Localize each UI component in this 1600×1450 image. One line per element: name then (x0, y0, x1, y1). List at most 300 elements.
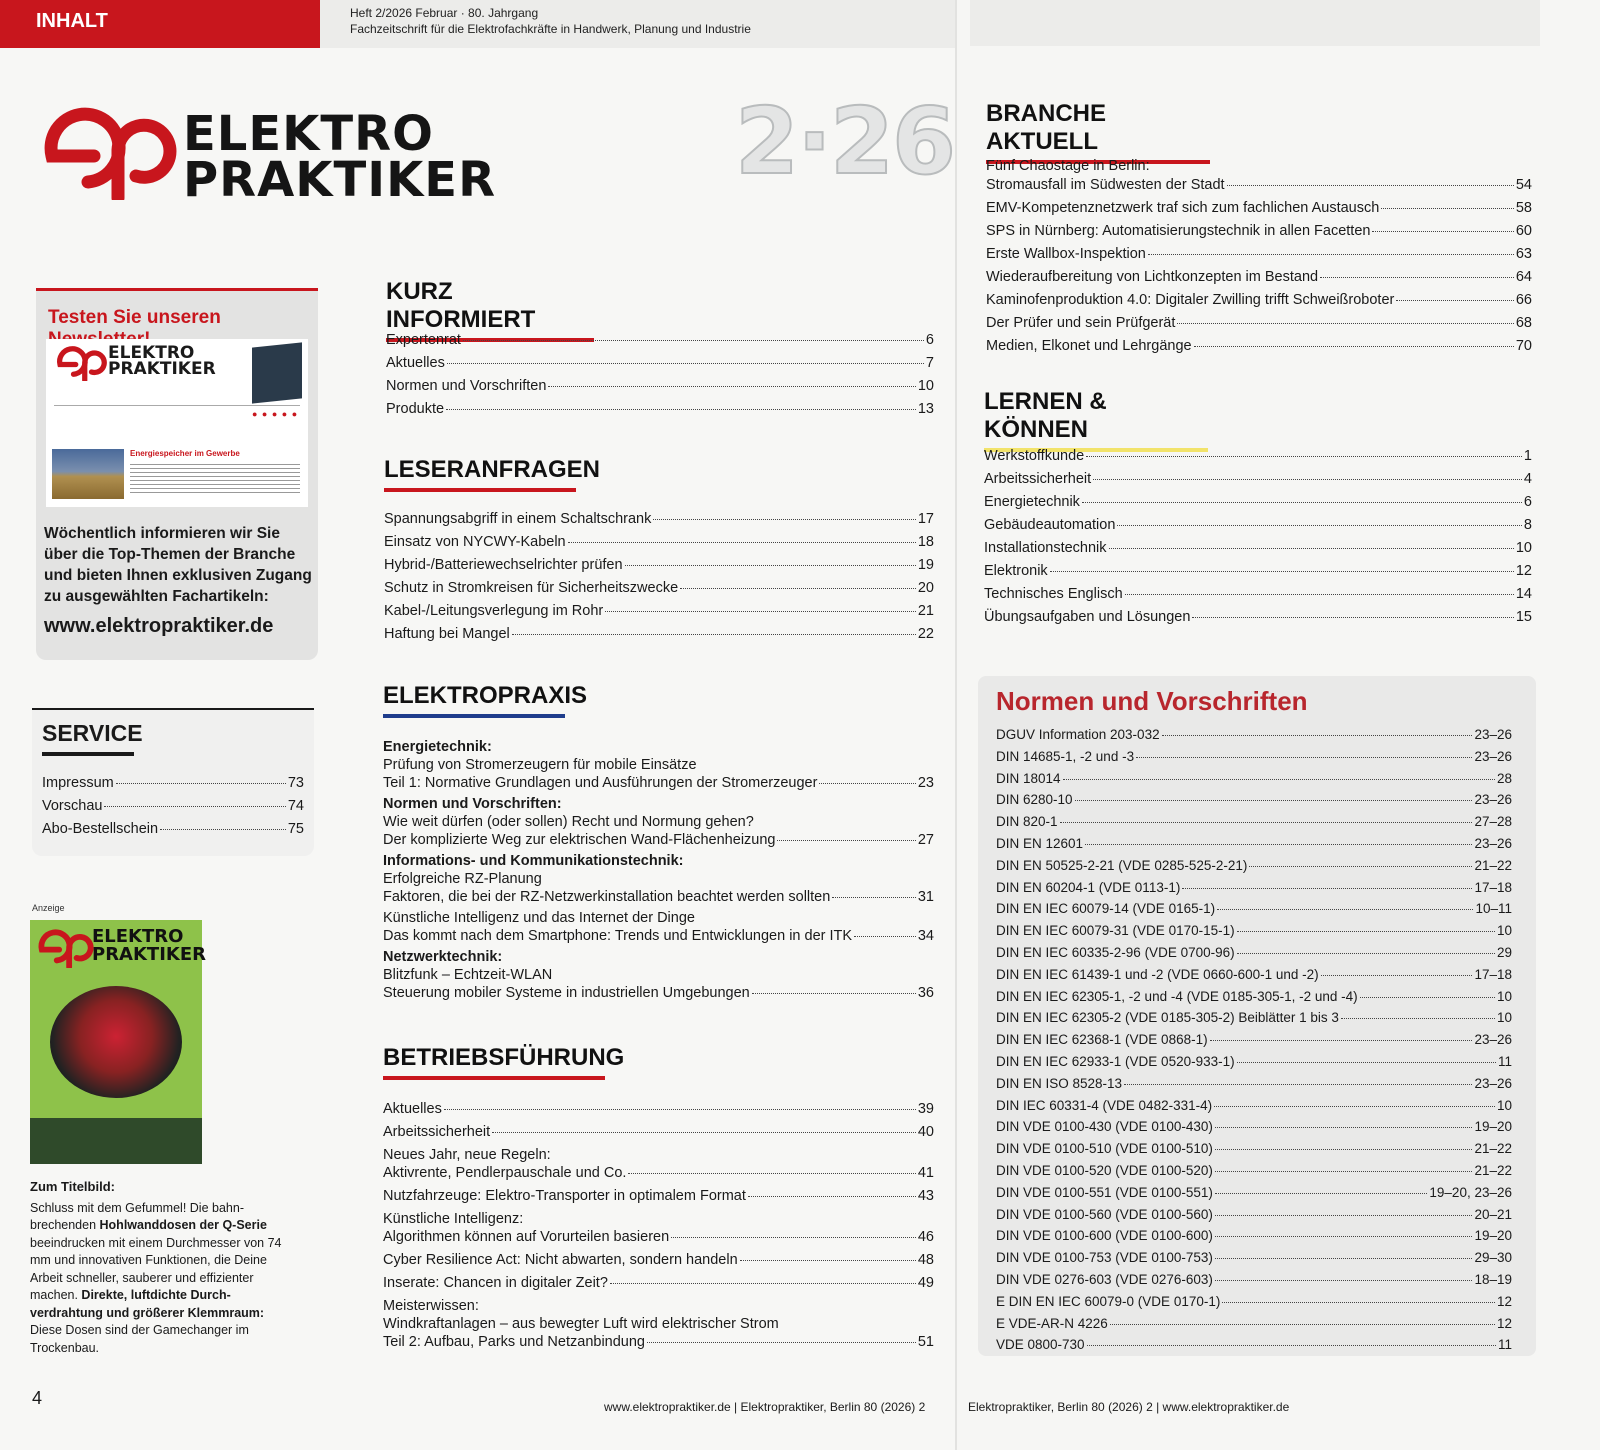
entry-page: 23–26 (1474, 727, 1512, 742)
junction-box-image (50, 986, 182, 1098)
entry-page: 6 (1523, 494, 1532, 510)
section-leseranfragen (384, 456, 601, 492)
toc-entry[interactable] (996, 986, 1512, 1008)
entry-title: VDE 0800-730 (996, 1337, 1085, 1353)
entry-page: 6 (925, 332, 934, 348)
dot-leader (1086, 456, 1522, 457)
group-line: Wie weit dürfen (oder sollen) Recht und Normung gehen? (383, 814, 754, 830)
entry-title: Haftung bei Mangel (384, 626, 510, 642)
entry-page: 10–11 (1475, 901, 1512, 917)
entry-page: 75 (287, 821, 304, 837)
entry-title: DGUV Information 203-032 (996, 727, 1160, 742)
dot-leader (1063, 779, 1495, 780)
toc-entry[interactable] (996, 1029, 1512, 1051)
entry-page: 54 (1515, 176, 1532, 193)
dot-leader (628, 1173, 915, 1174)
normen-list (996, 724, 1512, 1356)
ep-logo-icon (38, 104, 178, 200)
dot-leader (1136, 757, 1472, 758)
entry-title: DIN EN 60204-1 (VDE 0113-1) (996, 879, 1181, 895)
toc-entry[interactable] (984, 583, 1532, 606)
entry-page: 23–26 (1474, 1032, 1512, 1048)
entry-title: Spannungsabgriff in einem Schaltschrank (384, 511, 652, 527)
ep-logo-icon (54, 345, 108, 381)
group-line: Fünf Chaostage in Berlin: (986, 158, 1150, 174)
dot-leader (1110, 1324, 1495, 1325)
entry-title: DIN EN IEC 62933-1 (VDE 0520-933-1) (996, 1053, 1235, 1069)
entry-title: Aktivrente, Pendlerpauschale und Co. (383, 1165, 627, 1181)
entry-title: DIN VDE 0276-603 (VDE 0276-603) (996, 1271, 1213, 1287)
entry-page: 23–26 (1474, 1075, 1512, 1091)
section-lernen-koennen (984, 388, 1208, 452)
dot-leader (832, 897, 916, 898)
toc-entry[interactable] (383, 1228, 934, 1246)
toc-entry[interactable] (986, 222, 1532, 241)
caption-title: Zum Titelbild: (30, 1179, 115, 1194)
toc-entry[interactable] (996, 811, 1512, 833)
toc-entry[interactable] (996, 1116, 1512, 1138)
section-title: BRANCHE AKTUELL (986, 100, 1106, 155)
entry-title: Schutz in Stromkreisen für Sicherheitszwecke (384, 580, 679, 596)
dot-leader (1320, 277, 1514, 278)
toc-entry[interactable] (984, 514, 1532, 537)
branche-list (986, 157, 1532, 360)
entry-page: 49 (917, 1275, 934, 1291)
betriebsfuehrung-list (383, 1100, 934, 1356)
entry-page: 29–30 (1474, 1250, 1512, 1266)
entry-title: Werkstoffkunde (984, 448, 1085, 464)
toc-group (383, 1123, 934, 1141)
toc-entry[interactable] (383, 1187, 934, 1205)
entry-title: Aktuelles (386, 355, 445, 371)
entry-title: Energietechnik (984, 494, 1080, 510)
dot-leader (1215, 1149, 1473, 1150)
footer-right: Elektropraktiker, Berlin 80 (2026) 2 | www.elektropraktiker.de (968, 1400, 1290, 1414)
toc-group (383, 738, 934, 792)
entry-title: Übungsaufgaben und Lösungen (984, 609, 1191, 625)
toc-entry[interactable] (383, 1333, 934, 1351)
group-line: Erfolgreiche RZ-Planung (383, 871, 542, 887)
entry-page: 60 (1515, 222, 1532, 239)
toc-entry[interactable] (986, 291, 1532, 310)
toc-entry[interactable] (384, 600, 934, 623)
entry-title: DIN VDE 0100-510 (VDE 0100-510) (996, 1141, 1213, 1157)
entry-title: Inserate: Chancen in digitaler Zeit? (383, 1275, 608, 1291)
entry-page: 15 (1515, 609, 1532, 625)
toc-entry[interactable] (383, 1123, 934, 1141)
toc-entry[interactable] (986, 199, 1532, 218)
toc-entry[interactable] (984, 445, 1532, 468)
title-underline (383, 714, 565, 718)
group-line: Prüfung von Stromerzeugern für mobile Einsätze (383, 757, 697, 773)
group-line: Künstliche Intelligenz und das Internet der Dinge (383, 910, 695, 926)
dot-leader (1249, 866, 1472, 867)
entry-page: 20–21 (1474, 1206, 1512, 1222)
dot-leader (1214, 1106, 1495, 1107)
toc-entry[interactable] (996, 1204, 1512, 1226)
dot-leader (752, 993, 916, 994)
logo-line-2: PRAKTIKER (183, 152, 497, 208)
toc-entry[interactable] (984, 468, 1532, 491)
toc-entry[interactable] (996, 1247, 1512, 1269)
toc-entry[interactable] (383, 774, 934, 792)
toc-entry[interactable] (386, 329, 934, 352)
toc-group (383, 1187, 934, 1205)
entry-page: 18–19 (1474, 1271, 1512, 1287)
toc-entry[interactable] (996, 877, 1512, 899)
entry-page: 21–22 (1474, 1141, 1512, 1157)
toc-entry[interactable] (996, 789, 1512, 811)
entry-title: EMV-Kompetenznetzwerk traf sich zum fachlichen Austausch (986, 199, 1380, 216)
entry-page: 23–26 (1474, 792, 1512, 808)
toc-entry[interactable] (383, 927, 934, 945)
toc-entry[interactable] (996, 746, 1512, 768)
footer-left: www.elektropraktiker.de | Elektropraktiker, Berlin 80 (2026) 2 (604, 1400, 926, 1414)
dot-leader (104, 806, 285, 807)
entry-title: Produkte (386, 401, 445, 417)
entry-page: 10 (1496, 1010, 1512, 1026)
entry-page: 27–28 (1474, 814, 1512, 830)
entry-page: 19–20 (1474, 1228, 1512, 1244)
group-line: Neues Jahr, neue Regeln: (383, 1147, 551, 1163)
page-number: 4 (32, 1388, 43, 1408)
entry-page: 10 (1496, 988, 1512, 1004)
entry-title: DIN EN IEC 62368-1 (VDE 0868-1) (996, 1032, 1208, 1048)
toc-entry[interactable] (996, 1313, 1512, 1335)
dot-leader (819, 783, 915, 784)
dot-leader (1237, 953, 1495, 954)
entry-title: DIN EN IEC 60335-2-96 (VDE 0700-96) (996, 944, 1235, 960)
dot-leader (1060, 822, 1473, 823)
entry-title: Installationstechnik (984, 540, 1107, 556)
dot-leader (653, 519, 916, 520)
toc-entry[interactable] (383, 1164, 934, 1182)
entry-page: 17 (917, 511, 934, 527)
entry-page: 34 (917, 928, 934, 944)
toc-entry[interactable] (984, 491, 1532, 514)
cover-bottom-band (30, 1118, 202, 1164)
dot-leader (1237, 1062, 1496, 1063)
entry-title: Impressum (42, 775, 114, 791)
toc-entry[interactable] (996, 1334, 1512, 1356)
toc-entry[interactable] (996, 1269, 1512, 1291)
toc-entry[interactable] (383, 984, 934, 1002)
section-branche-aktuell (986, 100, 1210, 164)
toc-entry[interactable] (386, 375, 934, 398)
dot-leader (1215, 1193, 1428, 1194)
divider (54, 405, 300, 406)
toc-entry[interactable] (996, 1225, 1512, 1247)
entry-title: Vorschau (42, 798, 103, 814)
toc-entry[interactable] (986, 245, 1532, 264)
header-strip-right (970, 0, 1540, 46)
entry-page: 20 (917, 580, 934, 596)
section-title: ELEKTROPRAXIS (383, 682, 588, 709)
entry-page: 17–18 (1474, 966, 1512, 982)
toc-entry[interactable] (384, 577, 934, 600)
entry-page: 13 (917, 401, 934, 417)
spine-divider (955, 0, 957, 1450)
toc-entry[interactable] (996, 1182, 1512, 1204)
service-title: SERVICE (42, 720, 143, 746)
group-category: Informations- und Kommunikationstechnik: (383, 853, 684, 869)
entry-page: 12 (1496, 1293, 1512, 1309)
newsletter-box[interactable] (36, 288, 318, 660)
entry-title: Hybrid-/Batteriewechselrichter prüfen (384, 557, 623, 573)
entry-page: 19–20, 23–26 (1429, 1184, 1512, 1200)
entry-title: DIN VDE 0100-430 (VDE 0100-430) (996, 1119, 1213, 1135)
entry-page: 7 (925, 355, 934, 371)
social-icons: ● ● ● ● ● (252, 409, 299, 419)
article-thumbnail (52, 449, 124, 499)
title-underline (383, 1076, 605, 1080)
entry-page: 51 (917, 1334, 934, 1350)
entry-page: 10 (917, 378, 934, 394)
dot-leader (647, 1342, 916, 1343)
dot-leader (1372, 231, 1513, 232)
title-underline (42, 752, 134, 756)
toc-entry[interactable] (996, 898, 1512, 920)
entry-title: DIN EN IEC 60079-31 (VDE 0170-15-1) (996, 923, 1235, 939)
dot-leader (854, 936, 916, 937)
entry-page: 8 (1523, 517, 1532, 533)
entry-title: Cyber Resilience Act: Nicht abwarten, sondern handeln (383, 1252, 738, 1268)
toc-entry[interactable] (996, 1160, 1512, 1182)
entry-title: DIN 18014 (996, 770, 1061, 786)
toc-entry[interactable] (383, 831, 934, 849)
toc-entry[interactable] (383, 888, 934, 906)
dot-leader (1192, 617, 1513, 618)
entry-title: Arbeitssicherheit (383, 1124, 491, 1140)
toc-group (986, 157, 1532, 194)
toc-entry[interactable] (386, 352, 934, 375)
dot-leader (610, 1283, 916, 1284)
dot-leader (1396, 300, 1514, 301)
toc-entry[interactable] (996, 964, 1512, 986)
entry-title: Arbeitssicherheit (984, 471, 1092, 487)
toc-entry[interactable] (986, 268, 1532, 287)
entry-title: Wiederaufbereitung von Lichtkonzepten im Bestand (986, 268, 1319, 285)
dot-leader (1227, 185, 1514, 186)
toc-entry[interactable] (384, 531, 934, 554)
dot-leader (447, 363, 924, 364)
section-title: LESERANFRAGEN (384, 456, 601, 483)
dot-leader (1085, 844, 1472, 845)
entry-page: 46 (917, 1229, 934, 1245)
toc-entry[interactable] (996, 833, 1512, 855)
entry-title: Elektronik (984, 563, 1048, 579)
entry-title: Aktuelles (383, 1101, 442, 1117)
toc-group (986, 291, 1532, 310)
group-category: Normen und Vorschriften: (383, 796, 562, 812)
toc-entry[interactable] (996, 1073, 1512, 1095)
entry-title: DIN EN IEC 61439-1 und -2 (VDE 0660-600-1 und -2) (996, 966, 1319, 982)
toc-entry[interactable] (986, 176, 1532, 195)
toc-entry[interactable] (996, 1051, 1512, 1073)
dot-leader (1215, 1258, 1473, 1259)
toc-entry[interactable] (996, 1138, 1512, 1160)
magazine-thumbnail (252, 342, 302, 403)
entry-title: SPS in Nürnberg: Automatisierungstechnik in allen Facetten (986, 222, 1371, 239)
dot-leader (492, 1132, 916, 1133)
toc-entry[interactable] (42, 795, 304, 818)
group-line: Künstliche Intelligenz: (383, 1211, 524, 1227)
entry-title: DIN EN IEC 62305-2 (VDE 0185-305-2) Beiblätter 1 bis 3 (996, 1010, 1339, 1026)
dot-leader (1082, 502, 1522, 503)
issue-info: Heft 2/2026 Februar · 80. Jahrgang (350, 6, 539, 20)
toc-entry[interactable] (384, 508, 934, 531)
entry-page: 70 (1515, 337, 1532, 354)
toc-entry[interactable] (996, 1095, 1512, 1117)
toc-entry[interactable] (383, 1100, 934, 1118)
entry-title: Der Prüfer und sein Prüfgerät (986, 314, 1176, 331)
entry-page: 39 (917, 1101, 934, 1117)
toc-entry[interactable] (986, 314, 1532, 333)
entry-title: Abo-Bestellschein (42, 821, 159, 837)
dot-leader (1093, 479, 1522, 480)
toc-entry[interactable] (984, 606, 1532, 629)
dot-leader (740, 1260, 916, 1261)
dot-leader (748, 1196, 916, 1197)
entry-title: Algorithmen können auf Vorurteilen basieren (383, 1229, 670, 1245)
entry-title: Nutzfahrzeuge: Elektro-Transporter in optimalem Format (383, 1188, 746, 1204)
toc-group (986, 245, 1532, 264)
entry-title: DIN VDE 0100-560 (VDE 0100-560) (996, 1206, 1213, 1222)
dot-leader (1381, 208, 1514, 209)
entry-page: 36 (917, 985, 934, 1001)
toc-entry[interactable] (42, 818, 304, 841)
toc-group (383, 948, 934, 1002)
entry-title: Teil 1: Normative Grundlagen und Ausführungen der Stromerzeuger (383, 775, 818, 791)
entry-page: 1 (1523, 448, 1532, 464)
group-category: Energietechnik: (383, 739, 492, 755)
dot-leader (1117, 525, 1522, 526)
entry-title: E DIN EN IEC 60079-0 (VDE 0170-1) (996, 1293, 1221, 1309)
dot-leader (1125, 594, 1514, 595)
newsletter-preview (46, 339, 308, 507)
toc-entry[interactable] (996, 1291, 1512, 1313)
logo-line-1: ELEKTRO (183, 106, 434, 162)
dot-leader (1162, 735, 1473, 736)
entry-page: 21–22 (1474, 1162, 1512, 1178)
entry-page: 21–22 (1474, 857, 1512, 873)
toc-entry[interactable] (384, 623, 934, 646)
dot-leader (548, 386, 915, 387)
elektropraxis-list (383, 738, 934, 1005)
ad-label: Anzeige (32, 903, 65, 913)
toc-group (383, 1251, 934, 1269)
toc-entry[interactable] (996, 1007, 1512, 1029)
section-betriebsfuehrung (383, 1044, 625, 1080)
entry-page: 64 (1515, 268, 1532, 285)
entry-page: 73 (287, 775, 304, 791)
entry-title: Der komplizierte Weg zur elektrischen Wand-Flächenheizung (383, 832, 776, 848)
entry-page: 41 (917, 1165, 934, 1181)
toc-entry[interactable] (984, 537, 1532, 560)
toc-group (986, 314, 1532, 333)
toc-entry[interactable] (996, 942, 1512, 964)
dot-leader (1215, 1127, 1473, 1128)
dot-leader (1075, 800, 1473, 801)
dot-leader (1321, 975, 1473, 976)
issue-number: 2·26 (735, 88, 954, 195)
entry-title: DIN EN 12601 (996, 835, 1084, 851)
toc-entry[interactable] (383, 1274, 934, 1292)
dot-leader (446, 409, 916, 410)
entry-title: DIN 6280-10 (996, 792, 1073, 808)
toc-entry[interactable] (996, 855, 1512, 877)
group-line: Windkraftanlagen – aus bewegter Luft wird elektrischer Strom (383, 1316, 779, 1332)
toc-entry[interactable] (984, 560, 1532, 583)
entry-title: DIN VDE 0100-520 (VDE 0100-520) (996, 1162, 1213, 1178)
normen-title: Normen und Vorschriften (996, 686, 1308, 716)
caption-text: Schluss mit dem Gefummel! Die bahnbrechenden Hohlwanddosen der Q-Serie beeindrucken mit einem Durchmesser von 74 mm und innovativen Funktionen, die Deine Arbeit schneller, sauberer und effizienter machen. Direkte, luftdichte Durchverdrahtung und größerer Klemmraum: Diese Dosen sind der Gamechanger im Trockenbau. (30, 1200, 282, 1355)
entry-page: 12 (1515, 563, 1532, 579)
newsletter-url[interactable]: www.elektropraktiker.de (44, 615, 274, 637)
section-elektropraxis (383, 682, 588, 718)
entry-title: E VDE-AR-N 4226 (996, 1315, 1108, 1331)
cover-image[interactable] (30, 920, 207, 1164)
ep-logo-icon (36, 928, 94, 968)
entry-title: Gebäudeautomation (984, 517, 1116, 533)
newsletter-title: Testen Sie unseren (48, 307, 221, 328)
dot-leader (671, 1237, 916, 1238)
entry-page: 27 (917, 832, 934, 848)
toc-group (383, 1297, 934, 1351)
dot-leader (1177, 323, 1513, 324)
entry-page: 21 (917, 603, 934, 619)
entry-page: 43 (917, 1188, 934, 1204)
entry-page: 12 (1496, 1315, 1512, 1331)
dot-leader (116, 783, 286, 784)
entry-title: DIN 14685-1, -2 und -3 (996, 748, 1135, 764)
entry-page: 63 (1515, 245, 1532, 262)
toc-entry[interactable] (996, 724, 1512, 746)
toc-entry[interactable] (986, 337, 1532, 356)
entry-page: 19 (917, 557, 934, 573)
toc-group (986, 268, 1532, 287)
toc-entry[interactable] (383, 1251, 934, 1269)
section-title: LERNEN & KÖNNEN (984, 388, 1107, 443)
newsletter-body: Wöchentlich informieren wir Sie über die Top-Themen der Branche und bieten Ihnen exklusiven Zugang zu ausgewählten Fachartikeln: (44, 525, 312, 605)
entry-page: 18 (917, 534, 934, 550)
entry-page: 14 (1515, 586, 1532, 602)
entry-title: DIN IEC 60331-4 (VDE 0482-331-4) (996, 1097, 1213, 1113)
entry-page: 58 (1515, 199, 1532, 216)
cover-caption (30, 1178, 290, 1357)
dot-leader (1194, 346, 1514, 347)
entry-title: DIN EN IEC 60079-14 (VDE 0165-1) (996, 901, 1216, 917)
entry-page: 11 (1497, 1337, 1512, 1353)
entry-page: 22 (917, 626, 934, 642)
dot-leader (1360, 997, 1495, 998)
entry-title: DIN VDE 0100-753 (VDE 0100-753) (996, 1250, 1213, 1266)
dot-leader (463, 340, 924, 341)
entry-page: 23 (917, 775, 934, 791)
toc-entry[interactable] (42, 772, 304, 795)
entry-page: 4 (1523, 471, 1532, 487)
entry-title: Teil 2: Aufbau, Parks und Netzanbindung (383, 1334, 645, 1350)
toc-entry[interactable] (384, 554, 934, 577)
entry-page: 11 (1497, 1053, 1512, 1069)
entry-page: 74 (287, 798, 304, 814)
toc-entry[interactable] (996, 920, 1512, 942)
dot-leader (568, 542, 916, 543)
entry-title: DIN EN IEC 62305-1, -2 und -4 (VDE 0185-305-1, -2 und -4) (996, 988, 1358, 1004)
entry-page: 66 (1515, 291, 1532, 308)
toc-entry[interactable] (386, 398, 934, 421)
toc-entry[interactable] (996, 768, 1512, 790)
